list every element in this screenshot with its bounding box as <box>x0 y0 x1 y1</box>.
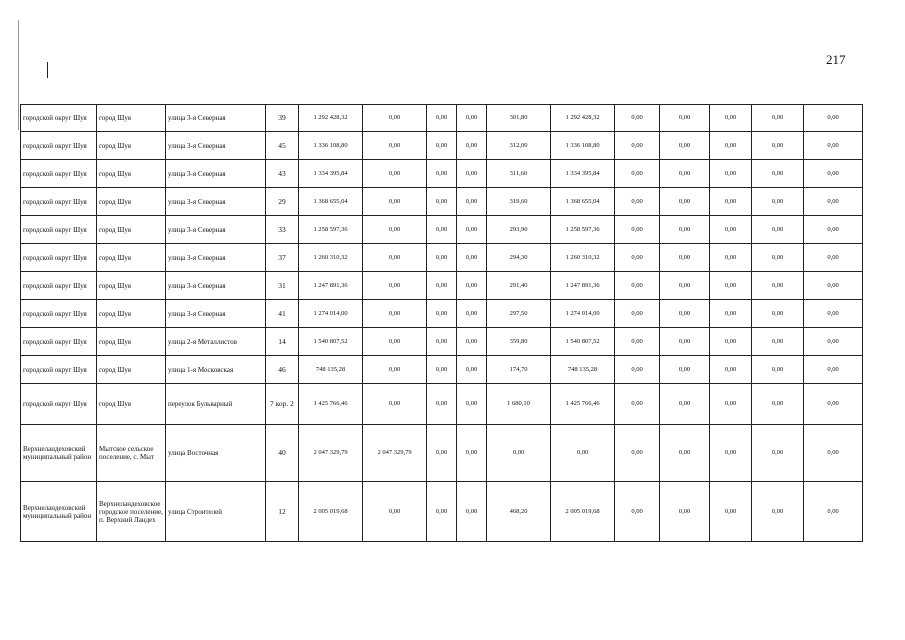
table-row <box>21 384 863 425</box>
settlement-cell: город Шуя <box>97 300 166 328</box>
local-budget-cell: 0,00 <box>457 105 487 132</box>
region-cell: городской округ Шуя <box>21 188 97 216</box>
total-cost-cell: 1 336 108,80 <box>299 132 363 160</box>
value-cell: 0,00 <box>804 188 863 216</box>
table-row <box>21 356 863 384</box>
total-cost-cell: 2 047 329,79 <box>299 425 363 482</box>
value-cell: 0,00 <box>752 132 804 160</box>
value-cell: 0,00 <box>615 244 660 272</box>
budget-cell: 0,00 <box>427 482 457 542</box>
settlement-cell: город Шуя <box>97 272 166 300</box>
budget-cell: 0,00 <box>427 216 457 244</box>
value-cell: 0,00 <box>804 425 863 482</box>
value-cell: 0,00 <box>804 384 863 425</box>
fund-cell: 0,00 <box>363 244 427 272</box>
total-cost-cell: 2 005 019,68 <box>299 482 363 542</box>
value-cell: 0,00 <box>615 328 660 356</box>
house-number-cell: 45 <box>266 132 299 160</box>
local-budget-cell: 0,00 <box>457 188 487 216</box>
page-edge-line <box>18 20 19 130</box>
value-cell: 0,00 <box>615 188 660 216</box>
total-cost-cell: 748 135,28 <box>299 356 363 384</box>
value-cell: 0,00 <box>752 188 804 216</box>
table-row <box>21 188 863 216</box>
total-cost-cell: 1 274 014,00 <box>299 300 363 328</box>
budget-cell: 0,00 <box>427 244 457 272</box>
table-row <box>21 244 863 272</box>
street-cell: улица 3-я Северная <box>166 244 266 272</box>
street-cell: улица 3-я Северная <box>166 105 266 132</box>
owners-funds-cell: 1 334 395,84 <box>551 160 615 188</box>
owners-funds-cell: 1 425 766,46 <box>551 384 615 425</box>
total-cost-cell: 1 258 597,36 <box>299 216 363 244</box>
fund-cell: 0,00 <box>363 384 427 425</box>
region-cell: городской округ Шуя <box>21 216 97 244</box>
total-cost-cell: 1 425 766,46 <box>299 384 363 425</box>
value-cell: 0,00 <box>615 105 660 132</box>
value-cell: 0,00 <box>710 188 752 216</box>
value-cell: 0,00 <box>752 105 804 132</box>
value-cell: 0,00 <box>752 160 804 188</box>
value-cell: 0,00 <box>710 356 752 384</box>
street-cell: улица 3-я Северная <box>166 160 266 188</box>
budget-cell: 0,00 <box>427 160 457 188</box>
table-row <box>21 105 863 132</box>
owners-funds-cell: 1 247 891,36 <box>551 272 615 300</box>
street-cell: улица Восточная <box>166 425 266 482</box>
value-cell: 0,00 <box>710 384 752 425</box>
area-cell: 0,00 <box>487 425 551 482</box>
settlement-cell: город Шуя <box>97 188 166 216</box>
value-cell: 0,00 <box>660 356 710 384</box>
local-budget-cell: 0,00 <box>457 482 487 542</box>
value-cell: 0,00 <box>710 160 752 188</box>
value-cell: 0,00 <box>660 328 710 356</box>
budget-cell: 0,00 <box>427 188 457 216</box>
area-cell: 293,90 <box>487 216 551 244</box>
region-cell: Верхнеландеховский муниципальный район <box>21 425 97 482</box>
local-budget-cell: 0,00 <box>457 425 487 482</box>
value-cell: 0,00 <box>752 425 804 482</box>
house-number-cell: 29 <box>266 188 299 216</box>
area-cell: 311,60 <box>487 160 551 188</box>
settlement-cell: город Шуя <box>97 160 166 188</box>
local-budget-cell: 0,00 <box>457 244 487 272</box>
budget-cell: 0,00 <box>427 132 457 160</box>
table-row <box>21 482 863 542</box>
area-cell: 301,80 <box>487 105 551 132</box>
table-row <box>21 216 863 244</box>
fund-cell: 0,00 <box>363 216 427 244</box>
value-cell: 0,00 <box>660 300 710 328</box>
street-cell: улица 3-я Северная <box>166 272 266 300</box>
street-cell: улица 3-я Северная <box>166 132 266 160</box>
table-row <box>21 328 863 356</box>
value-cell: 0,00 <box>804 160 863 188</box>
area-cell: 294,30 <box>487 244 551 272</box>
street-cell: улица Строителей <box>166 482 266 542</box>
budget-cell: 0,00 <box>427 105 457 132</box>
house-number-cell: 39 <box>266 105 299 132</box>
margin-mark <box>47 62 48 78</box>
value-cell: 0,00 <box>710 482 752 542</box>
value-cell: 0,00 <box>752 328 804 356</box>
value-cell: 0,00 <box>710 216 752 244</box>
region-cell: городской округ Шуя <box>21 300 97 328</box>
value-cell: 0,00 <box>752 356 804 384</box>
value-cell: 0,00 <box>710 132 752 160</box>
region-cell: городской округ Шуя <box>21 272 97 300</box>
local-budget-cell: 0,00 <box>457 272 487 300</box>
value-cell: 0,00 <box>804 216 863 244</box>
total-cost-cell: 1 540 807,52 <box>299 328 363 356</box>
owners-funds-cell: 1 258 597,36 <box>551 216 615 244</box>
table-row <box>21 132 863 160</box>
local-budget-cell: 0,00 <box>457 384 487 425</box>
street-cell: улица 3-я Северная <box>166 300 266 328</box>
value-cell: 0,00 <box>615 132 660 160</box>
owners-funds-cell: 1 540 807,52 <box>551 328 615 356</box>
settlement-cell: Верхнеландеховское городское поселение, п. Верхний Ландех <box>97 482 166 542</box>
settlement-cell: Мытское сельское поселение, с. Мыт <box>97 425 166 482</box>
local-budget-cell: 0,00 <box>457 160 487 188</box>
owners-funds-cell: 1 368 655,04 <box>551 188 615 216</box>
region-cell: городской округ Шуя <box>21 132 97 160</box>
house-number-cell: 41 <box>266 300 299 328</box>
owners-funds-cell: 748 135,28 <box>551 356 615 384</box>
value-cell: 0,00 <box>660 160 710 188</box>
value-cell: 0,00 <box>615 482 660 542</box>
fund-cell: 0,00 <box>363 272 427 300</box>
fund-cell: 0,00 <box>363 300 427 328</box>
budget-cell: 0,00 <box>427 272 457 300</box>
fund-cell: 0,00 <box>363 132 427 160</box>
house-number-cell: 46 <box>266 356 299 384</box>
local-budget-cell: 0,00 <box>457 132 487 160</box>
table-row <box>21 425 863 482</box>
fund-cell: 2 047 329,79 <box>363 425 427 482</box>
value-cell: 0,00 <box>710 425 752 482</box>
fund-cell: 0,00 <box>363 482 427 542</box>
value-cell: 0,00 <box>615 300 660 328</box>
value-cell: 0,00 <box>710 272 752 300</box>
local-budget-cell: 0,00 <box>457 328 487 356</box>
street-cell: улица 3-я Северная <box>166 188 266 216</box>
value-cell: 0,00 <box>804 244 863 272</box>
house-number-cell: 43 <box>266 160 299 188</box>
owners-funds-cell: 1 336 108,80 <box>551 132 615 160</box>
value-cell: 0,00 <box>660 425 710 482</box>
settlement-cell: город Шуя <box>97 105 166 132</box>
value-cell: 0,00 <box>710 105 752 132</box>
value-cell: 0,00 <box>660 244 710 272</box>
value-cell: 0,00 <box>752 384 804 425</box>
area-cell: 319,60 <box>487 188 551 216</box>
region-cell: городской округ Шуя <box>21 244 97 272</box>
total-cost-cell: 1 260 310,32 <box>299 244 363 272</box>
house-number-cell: 31 <box>266 272 299 300</box>
value-cell: 0,00 <box>752 272 804 300</box>
budget-cell: 0,00 <box>427 328 457 356</box>
housing-repair-table <box>20 104 863 542</box>
house-number-cell: 12 <box>266 482 299 542</box>
value-cell: 0,00 <box>660 216 710 244</box>
settlement-cell: город Шуя <box>97 384 166 425</box>
fund-cell: 0,00 <box>363 328 427 356</box>
budget-cell: 0,00 <box>427 300 457 328</box>
area-cell: 468,20 <box>487 482 551 542</box>
region-cell: городской округ Шуя <box>21 160 97 188</box>
value-cell: 0,00 <box>804 356 863 384</box>
value-cell: 0,00 <box>752 482 804 542</box>
value-cell: 0,00 <box>804 328 863 356</box>
owners-funds-cell: 0,00 <box>551 425 615 482</box>
value-cell: 0,00 <box>710 328 752 356</box>
value-cell: 0,00 <box>660 384 710 425</box>
total-cost-cell: 1 247 891,36 <box>299 272 363 300</box>
value-cell: 0,00 <box>660 132 710 160</box>
fund-cell: 0,00 <box>363 356 427 384</box>
page-number: 217 <box>826 52 846 67</box>
value-cell: 0,00 <box>615 272 660 300</box>
fund-cell: 0,00 <box>363 105 427 132</box>
table-row <box>21 160 863 188</box>
fund-cell: 0,00 <box>363 188 427 216</box>
local-budget-cell: 0,00 <box>457 216 487 244</box>
budget-cell: 0,00 <box>427 384 457 425</box>
area-cell: 1 680,10 <box>487 384 551 425</box>
street-cell: улица 1-я Московская <box>166 356 266 384</box>
settlement-cell: город Шуя <box>97 328 166 356</box>
local-budget-cell: 0,00 <box>457 356 487 384</box>
value-cell: 0,00 <box>804 132 863 160</box>
region-cell: городской округ Шуя <box>21 105 97 132</box>
value-cell: 0,00 <box>804 482 863 542</box>
house-number-cell: 40 <box>266 425 299 482</box>
owners-funds-cell: 1 292 428,32 <box>551 105 615 132</box>
table-row <box>21 300 863 328</box>
value-cell: 0,00 <box>660 272 710 300</box>
value-cell: 0,00 <box>615 384 660 425</box>
settlement-cell: город Шуя <box>97 356 166 384</box>
value-cell: 0,00 <box>615 160 660 188</box>
value-cell: 0,00 <box>660 482 710 542</box>
value-cell: 0,00 <box>804 272 863 300</box>
area-cell: 359,80 <box>487 328 551 356</box>
value-cell: 0,00 <box>660 105 710 132</box>
value-cell: 0,00 <box>615 216 660 244</box>
total-cost-cell: 1 334 395,84 <box>299 160 363 188</box>
value-cell: 0,00 <box>710 300 752 328</box>
house-number-cell: 14 <box>266 328 299 356</box>
region-cell: городской округ Шуя <box>21 328 97 356</box>
value-cell: 0,00 <box>615 425 660 482</box>
street-cell: улица 3-я Северная <box>166 216 266 244</box>
value-cell: 0,00 <box>710 244 752 272</box>
area-cell: 297,50 <box>487 300 551 328</box>
value-cell: 0,00 <box>804 105 863 132</box>
region-cell: Верхнеландеховский муниципальный район <box>21 482 97 542</box>
table-row <box>21 272 863 300</box>
area-cell: 174,70 <box>487 356 551 384</box>
owners-funds-cell: 1 274 014,00 <box>551 300 615 328</box>
region-cell: городской округ Шуя <box>21 384 97 425</box>
value-cell: 0,00 <box>752 244 804 272</box>
local-budget-cell: 0,00 <box>457 300 487 328</box>
settlement-cell: город Шуя <box>97 244 166 272</box>
house-number-cell: 37 <box>266 244 299 272</box>
value-cell: 0,00 <box>752 300 804 328</box>
street-cell: переулок Бульварный <box>166 384 266 425</box>
area-cell: 291,40 <box>487 272 551 300</box>
value-cell: 0,00 <box>804 300 863 328</box>
value-cell: 0,00 <box>660 188 710 216</box>
settlement-cell: город Шуя <box>97 132 166 160</box>
total-cost-cell: 1 292 428,32 <box>299 105 363 132</box>
total-cost-cell: 1 368 655,04 <box>299 188 363 216</box>
house-number-cell: 33 <box>266 216 299 244</box>
street-cell: улица 2-я Металлистов <box>166 328 266 356</box>
house-number-cell: 7 кор. 2 <box>266 384 299 425</box>
value-cell: 0,00 <box>752 216 804 244</box>
owners-funds-cell: 2 005 019,68 <box>551 482 615 542</box>
settlement-cell: город Шуя <box>97 216 166 244</box>
budget-cell: 0,00 <box>427 356 457 384</box>
budget-cell: 0,00 <box>427 425 457 482</box>
fund-cell: 0,00 <box>363 160 427 188</box>
owners-funds-cell: 1 260 310,32 <box>551 244 615 272</box>
region-cell: городской округ Шуя <box>21 356 97 384</box>
value-cell: 0,00 <box>615 356 660 384</box>
area-cell: 312,00 <box>487 132 551 160</box>
